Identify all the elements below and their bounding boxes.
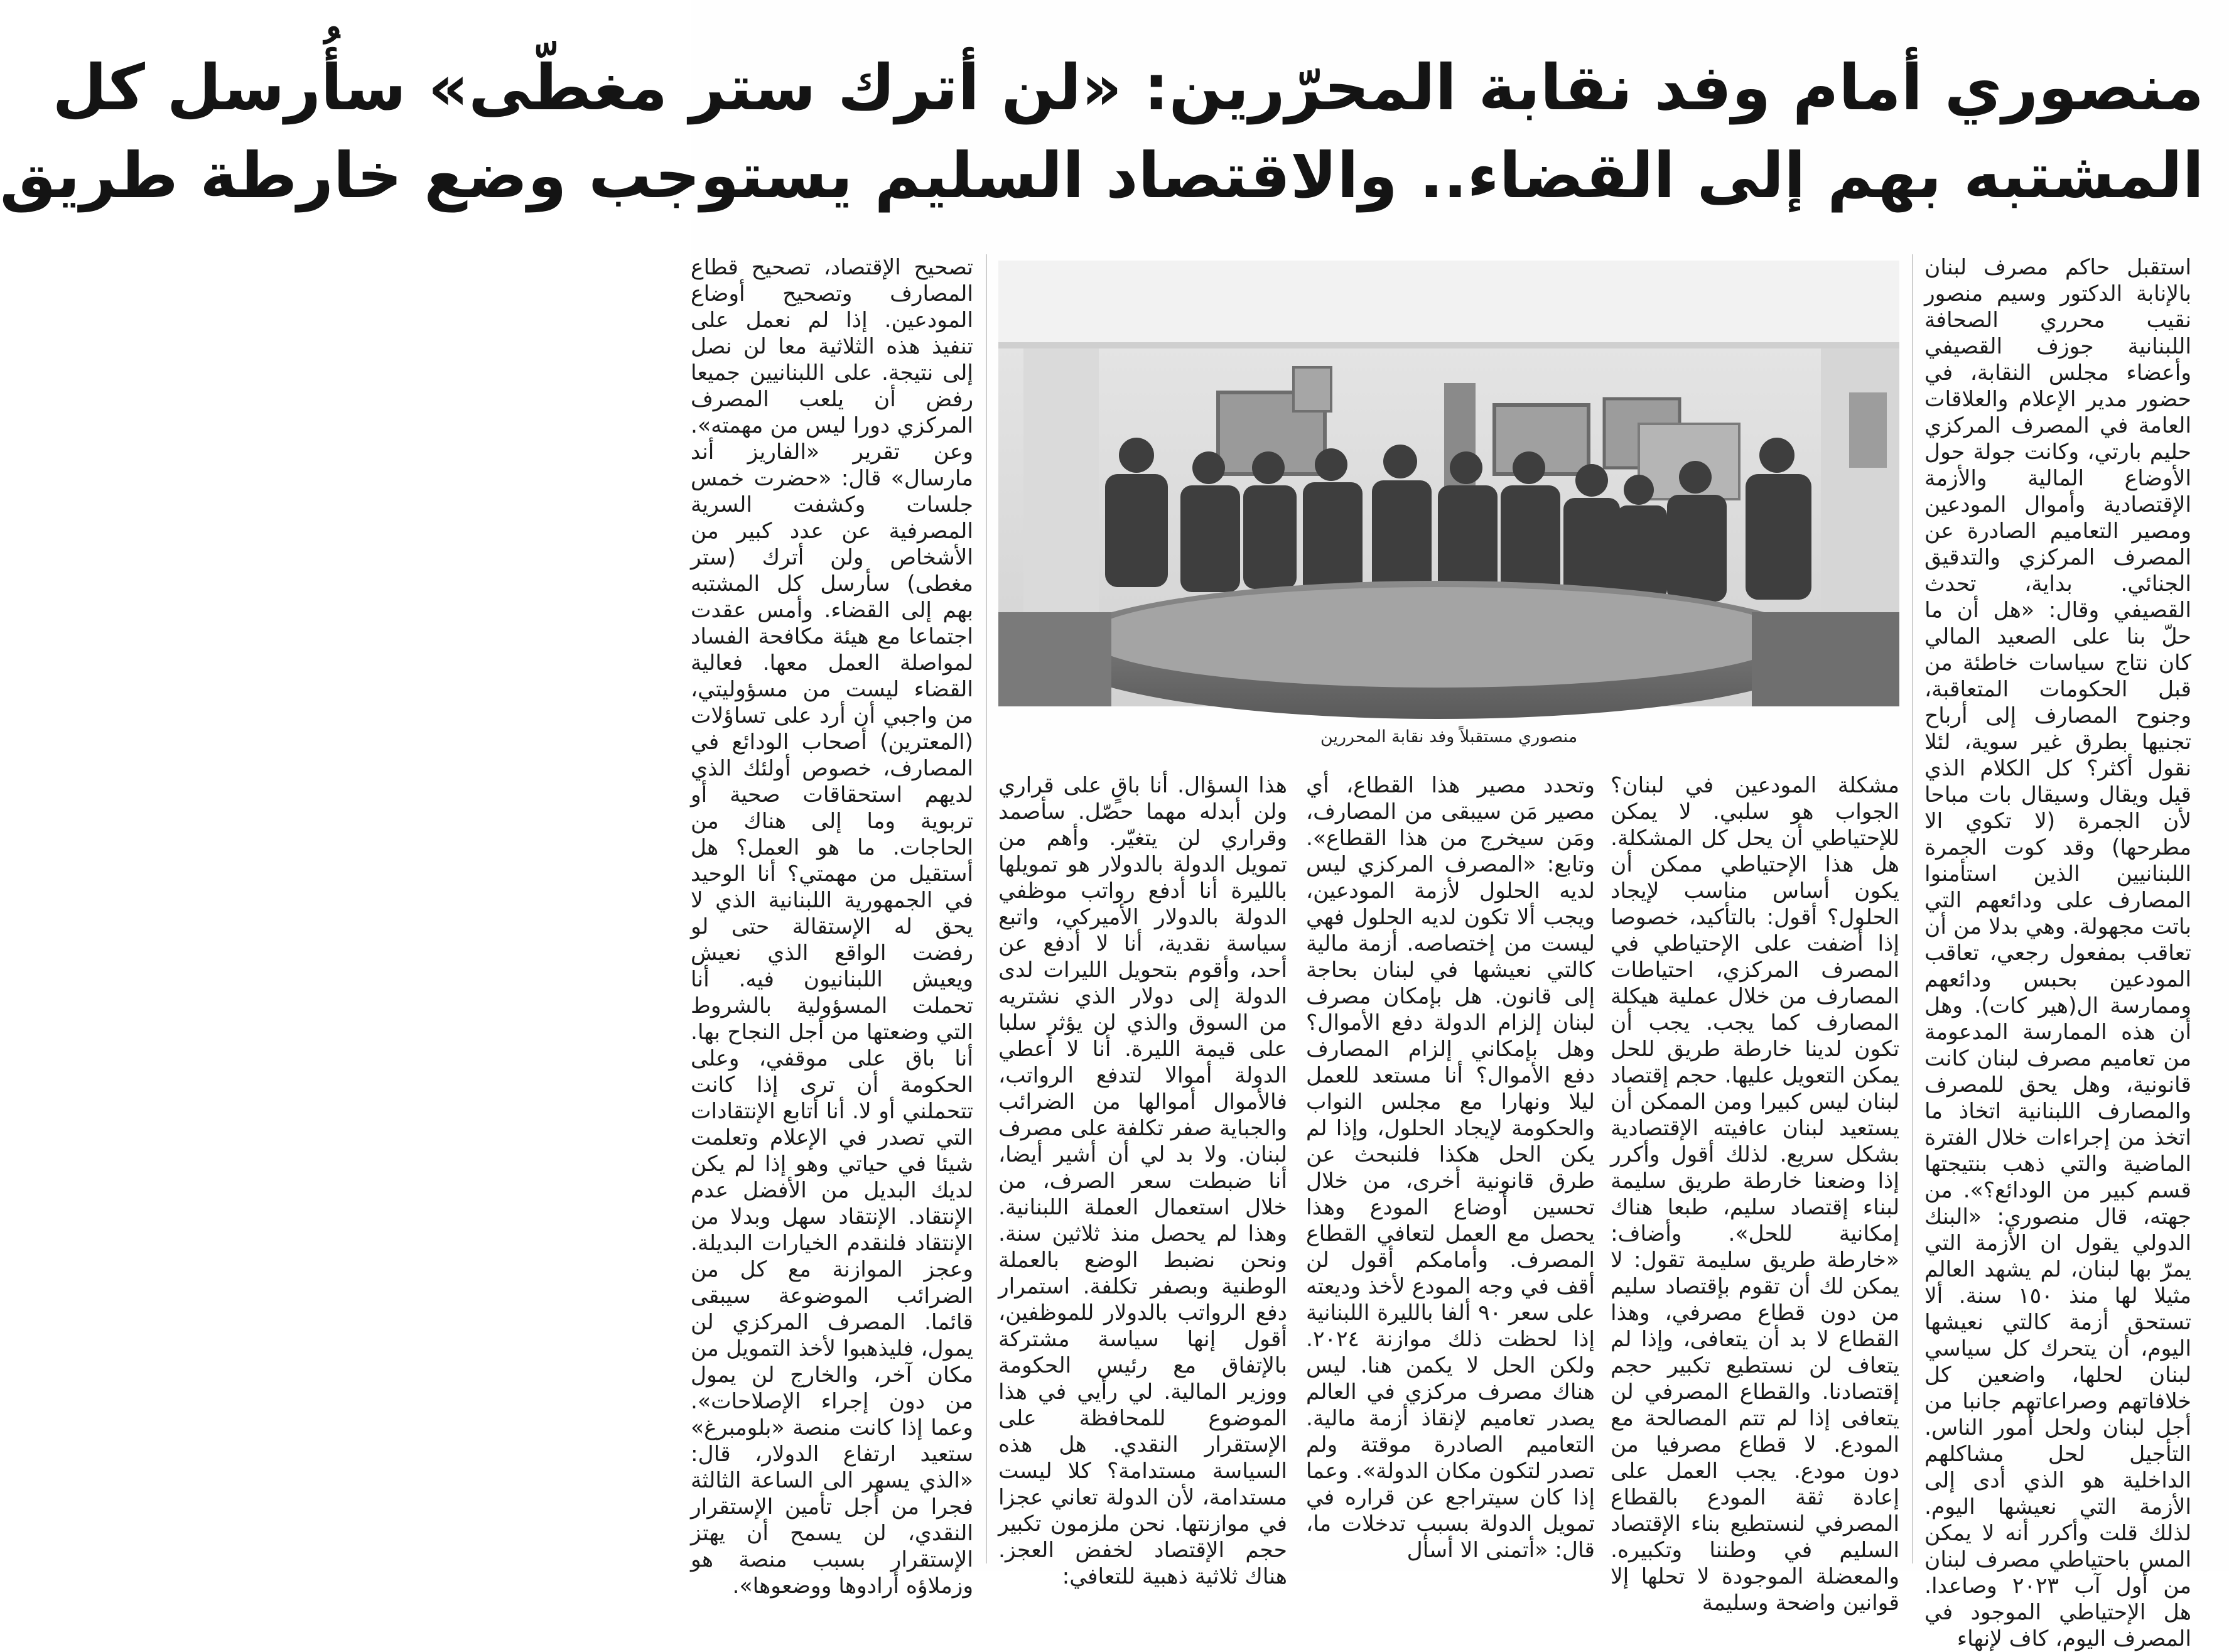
column-left-text: تصحيح الإقتصاد، تصحيح قطاع المصارف وتصحيح أوضاع المودعين. إذا لم نعمل على تنفيذ هذه الثلاثية معا لن نصل إلى نتيجة. على اللبنانيين جميعا رفض أن يلعب المصرف المركزي دورا ليس من مهمته». وعن تقرير «الفاريز أند مارسال» قال: «حضرت خمس جلسات وكشفت السرية المصرفية عن عدد كبير من الأشخاص ولن أترك (ستر مغطى) سأرسل كل المشتبه بهم إلى القضاء. وأمس عقدت اجتماعا مع هيئة مكافحة الفساد لمواصلة العمل معها. فعالية القضاء ليست من مسؤوليتي، من واجبي أن أرد على تساؤلات (المعترين) أصحاب الودائع في المصارف، خصوص أولئك الذي لديهم استحقاقات صحية أو تربوية وما إلى هناك من الحاجات. ما هو العمل؟ هل أستقيل من مهمتي؟ أنا الوحيد في الجمهورية اللبنانية الذي لا يحق له الإستقالة حتى لو رفضت الواقع الذي نعيش ويعيش اللبنانيون فيه. أنا تحملت المسؤولية بالشروط التي وضعتها من أجل النجاح بها. أنا باق على موقفي، وعلى الحكومة أن ترى إذا كانت تتحملني أو لا. أنا أتابع الإنتقادات التي تصدر في الإعلام وتعلمت شيئا في حياتي وهو إذا لم يكن لديك البديل من الأفضل عدم الإنتقاد. الإنتقاد سهل وبدلا من الإنتقاد فلنقدم الخيارات البديلة. وعجز الموازنة مع كل من الضرائب الموضوعة سيبقى قائما. المصرف المركزي لن يمول، فليذهبوا لأخذ التمويل من مكان آخر، والخارج لن يمول من دون إجراء الإصلاحات». وعما إذا كانت منصة «بلومبرغ» ستعيد ارتفاع الدولار، قال: «الذي يسهر الى الساعة الثالثة فجرا من أجل تأمين الإستقرار النقدي، لن يسمح أن يهتز الإستقرار بسبب منصة هو وزملاؤه أرادوها ووضعوها».	[691, 255, 973, 1599]
column-bottom-3-text: هذا السؤال. أنا باقٍ على قراري ولن أبدله مهما حصّل. سأصمد وقراري لن يتغيّر. وأهم من تمويل الدولة بالدولار هو تمويلها بالليرة أنا أدفع رواتب موظفي الدولة بالدولار الأميركي، واتبع سياسة نقدية، أنا لا أدفع عن أحد، وأقوم بتحويل الليرات لدى الدولة إلى دولار الذي نشتريه من السوق والذي لن يؤثر سلبا على قيمة الليرة. أنا لا أعطي الدولة أموالا لتدفع الرواتب، فالأموال أموالها من الضرائب والجباية صفر تكلفة على مصرف لبنان. ولا بد لي أن أشير أيضا، أنا ضبطت سعر الصرف، من خلال استعمال العملة اللبنانية. وهذا لم يحصل منذ ثلاثين سنة. ونحن نضبط الوضع بالعملة الوطنية وبصفر تكلفة. استمرار دفع الرواتب بالدولار للموظفين، أقول إنها سياسة مشتركة بالإتفاق مع رئيس الحكومة ووزير المالية. لي رأيي في هذا الموضوع للمحافظة على الإستقرار النقدي. هل هذه السياسة مستدامة؟ كلا ليست مستدامة، لأن الدولة تعاني عجزا في موازنتها. نحن ملزمون تكبير حجم الإقتصاد لخفض العجز. هناك ثلاثية ذهبية للتعافي:	[998, 773, 1287, 1589]
column-divider	[1912, 254, 1913, 1563]
headline-line-1: منصوري أمام وفد نقابة المحرّرين: «لن أترك ستر مغطّى» سأُرسل كل	[52, 51, 2204, 124]
article-column-bottom-3	[998, 772, 1287, 1589]
article-column-bottom-2	[1306, 772, 1595, 1563]
article-column-right	[1924, 254, 2191, 1651]
column-divider	[986, 254, 987, 1563]
group-photo-illustration	[998, 261, 1899, 706]
article-column-left	[691, 254, 973, 1599]
photo-caption: منصوري مستقبلاً وفد نقابة المحررين	[1320, 727, 1578, 747]
headline-line-2: المشتبه بهم إلى القضاء.. والاقتصاد السليم يستوجب وضع خارطة طريق	[0, 139, 2204, 212]
column-right-text: استقبل حاكم مصرف لبنان بالإنابة الدكتور وسيم منصور نقيب محرري الصحافة اللبنانية جوزف القصيفي وأعضاء مجلس النقابة، في حضور مدير الإعلام والعلاقات العامة في المصرف المركزي حليم بارتي، وكانت جولة حول الأوضاع المالية والأزمة الإقتصادية وأموال المودعين ومصير التعاميم الصادرة عن المصرف المركزي والتدقيق الجنائي. بداية، تحدث القصيفي وقال: «هل أن ما حلّ بنا على الصعيد المالي كان نتاج سياسات خاطئة من قبل الحكومات المتعاقبة، وجنوح المصارف إلى أرباح تجنيها بطرق غير سوية، لئلا نقول أكثر؟ كل الكلام الذي قيل ويقال وسيقال بات مباحا لأن الجمرة (لا تكوي الا مطرحها) وقد كوت الجمرة اللبنانيين الذين استأمنوا المصارف على ودائعهم التي باتت مجهولة. وهي بدلا من أن تعاقب بمفعول رجعي، تعاقب المودعين بحبس ودائعهم وممارسة ال(هير كات). وهل أن هذه الممارسة المدعومة من تعاميم مصرف لبنان كانت قانونية، وهل يحق للمصرف والمصارف اللبنانية اتخاذ ما اتخذ من إجراءات خلال الفترة الماضية والتي ذهب بنتيجتها قسم كبير من الودائع؟». من جهته، قال منصوري: «البنك الدولي يقول ان الأزمة التي يمرّ بها لبنان، لم يشهد العالم مثيلا لها منذ ١٥٠ سنة. ألا تستحق أزمة كالتي نعيشها اليوم، أن يتحرك كل سياسي لبنان لحلها، واضعين كل خلافاتهم وصراعاتهم جانبا من أجل لبنان ولحل أمور الناس. التأجيل لحل مشاكلهم الداخلية هو الذي أدى إلى الأزمة التي نعيشها اليوم. لذلك قلت وأكرر أنه لا يمكن المس باحتياطي مصرف لبنان من أول آب ٢٠٢٣ وصاعدا. هل الإحتياطي الموجود في المصرف اليوم، كاف لإنهاء	[1924, 255, 2191, 1651]
column-bottom-1-text: مشكلة المودعين في لبنان؟ الجواب هو سلبي. لا يمكن للإحتياطي أن يحل كل المشكلة. هل هذا الإحتياطي ممكن أن يكون أساس مناسب لإيجاد الحلول؟ أقول: بالتأكيد، خصوصا إذا أضفت على الإحتياطي في المصرف المركزي، احتياطات المصارف من خلال عملية هيكلة المصارف كما يجب. يجب أن تكون لدينا خارطة طريق للحل يمكن التعويل عليها. حجم إقتصاد لبنان ليس كبيرا ومن الممكن أن يستعيد لبنان عافيته الإقتصادية بشكل سريع. لذلك أقول وأكرر إذا وضعنا خارطة طريق سليمة لبناء إقتصاد سليم، طبعا هناك إمكانية للحل». وأضاف: «خارطة طريق سليمة تقول: لا يمكن لك أن تقوم بإقتصاد سليم من دون قطاع مصرفي، وهذا القطاع لا بد أن يتعافى، وإذا لم يتعاف لن نستطيع تكبير حجم إقتصادنا. والقطاع المصرفي لن يتعافى إذا لم تتم المصالحة مع المودع. لا قطاع مصرفيا من دون مودع. يجب العمل على إعادة ثقة المودع بالقطاع المصرفي لنستطيع بناء الإقتصاد السليم في وطننا وتكبيره. والمعضلة الموجودة لا تحلها إلا قوانين واضحة وسليمة	[1611, 773, 1899, 1616]
column-bottom-2-text: وتحدد مصير هذا القطاع، أي مصير مَن سيبقى من المصارف، ومَن سيخرج من هذا القطاع». وتابع: «المصرف المركزي ليس لديه الحلول لأزمة المودعين، ويجب ألا تكون لديه الحلول فهي ليست من إختصاصه. أزمة مالية كالتي نعيشها في لبنان بحاجة إلى قانون. هل بإمكان مصرف لبنان إلزام الدولة دفع الأموال؟ وهل بإمكاني إلزام المصارف دفع الأموال؟ أنا مستعد للعمل ليلا ونهارا مع مجلس النواب والحكومة لإيجاد الحلول، وإذا لم يكن الحل هكذا فلنبحث عن طرق قانونية أخرى، من خلال تحسين أوضاع المودع وهذا يحصل مع العمل لتعافي القطاع المصرف. وأمامكم أقول لن أقف في وجه المودع لأخذ وديعته على سعر ٩٠ ألفا بالليرة اللبنانية إذا لحظت ذلك موازنة ٢٠٢٤. ولكن الحل لا يكمن هنا. ليس هناك مصرف مركزي في العالم يصدر تعاميم لإنقاذ أزمة مالية. التعاميم الصادرة موقتة ولم تصدر لتكون مكان الدولة». وعما إذا كان سيتراجع عن قراره في تمويل الدولة بسبب تدخلات ما، قال: «أتمنى الا أسأل	[1306, 773, 1595, 1563]
article-photo	[998, 261, 1899, 706]
article-headline	[0, 44, 2204, 226]
article-column-bottom-1	[1611, 772, 1899, 1616]
